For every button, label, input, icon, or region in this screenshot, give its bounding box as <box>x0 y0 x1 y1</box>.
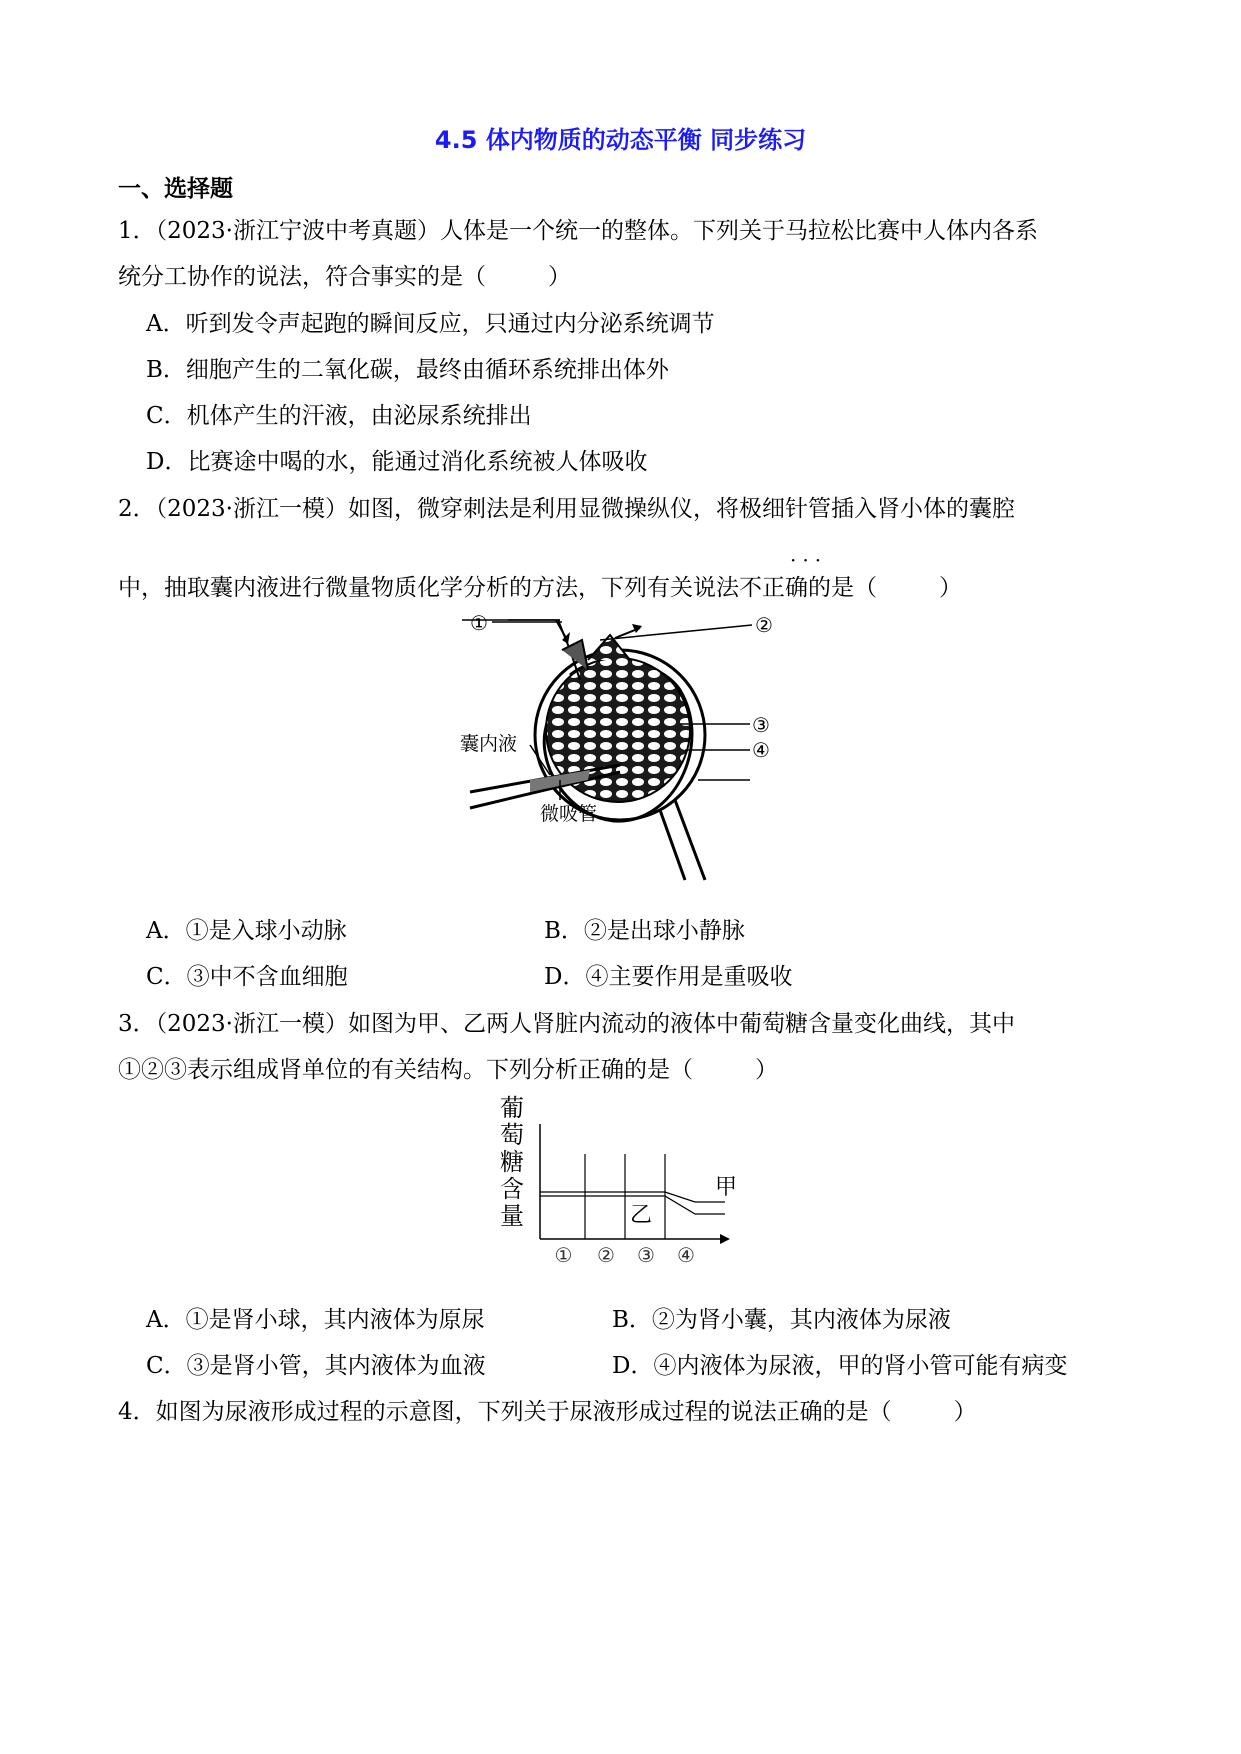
series-label: 甲 <box>715 1175 738 1200</box>
y-label-char: 萄 <box>500 1121 524 1149</box>
q1-line2 <box>118 258 571 291</box>
section-heading: 一、选择题 <box>118 176 233 202</box>
q2-paren-close: ） <box>939 575 962 601</box>
label-capsule-fluid: 囊内液 <box>460 733 518 755</box>
y-label-char: 葡 <box>500 1094 524 1122</box>
q1-line1: 1．（2023·浙江宁波中考真题）人体是一个统一的整体。下列关于马拉松比赛中人体内各系 <box>118 218 1038 244</box>
q1-option-c[interactable]: C．机体产生的汗液，由泌尿系统排出 <box>146 403 532 429</box>
q2-option-a[interactable]: A．①是入球小动脉 <box>146 918 347 944</box>
y-axis-label <box>500 1094 524 1230</box>
label-2: ② <box>755 613 773 637</box>
q3-paren-close: ） <box>755 1057 778 1083</box>
q1-paren-close: ） <box>548 264 571 290</box>
page-title: 4.5 体内物质的动态平衡 同步练习 <box>434 126 807 154</box>
q4-paren-close: ） <box>953 1399 977 1425</box>
q3-option-c[interactable]: C．③是肾小管，其内液体为血液 <box>146 1353 486 1379</box>
q3-option-a[interactable]: A．①是肾小球，其内液体为原尿 <box>146 1307 485 1333</box>
q2-line1: 2．（2023·浙江一模）如图，微穿刺法是利用显微操纵仪，将极细针管插入肾小体的囊腔 <box>118 496 1015 522</box>
y-label-char: 量 <box>500 1202 524 1230</box>
q2-option-b[interactable]: B．②是出球小静脉 <box>544 918 745 944</box>
series-line-jia <box>540 1192 725 1202</box>
category-label: ③ <box>637 1243 655 1267</box>
q4-line1 <box>118 1393 977 1426</box>
q3-line2-text: ①②③表示组成肾单位的有关结构。下列分析正确的是（ <box>118 1057 693 1083</box>
q1-line2-text: 统分工协作的说法，符合事实的是（ <box>118 264 486 290</box>
y-label-char: 含 <box>500 1175 524 1203</box>
category-label: ① <box>554 1243 573 1267</box>
label-3: ③ <box>752 713 770 737</box>
q2-option-d[interactable]: D．④主要作用是重吸收 <box>544 964 793 990</box>
q1-option-b[interactable]: B．细胞产生的二氧化碳，最终由循环系统排出体外 <box>146 357 669 383</box>
q2-option-c[interactable]: C．③中不含血细胞 <box>146 964 348 990</box>
q3-option-d[interactable]: D．④内液体为尿液，甲的肾小管可能有病变 <box>612 1353 1068 1379</box>
q3-option-b[interactable]: B．②为肾小囊，其内液体为尿液 <box>612 1307 951 1333</box>
q2-line2 <box>118 569 962 602</box>
category-label: ② <box>597 1243 615 1267</box>
q3-line1: 3．（2023·浙江一模）如图为甲、乙两人肾脏内流动的液体中葡萄糖含量变化曲线，其中 <box>118 1011 1015 1037</box>
category-label: ④ <box>677 1243 695 1267</box>
q4-line1-text: 4．如图为尿液形成过程的示意图，下列关于尿液形成过程的说法正确的是（ <box>118 1399 892 1425</box>
series-label: 乙 <box>630 1203 653 1228</box>
y-label-char: 糖 <box>500 1148 524 1176</box>
q1-option-d[interactable]: D．比赛途中喝的水，能通过消化系统被人体吸收 <box>146 449 648 475</box>
q3-line2 <box>118 1051 778 1084</box>
q1-option-a[interactable]: A．听到发令声起跑的瞬间反应，只通过内分泌系统调节 <box>146 311 715 337</box>
q2-line2-text: 中，抽取囊内液进行微量物质化学分析的方法，下列有关说法不正确的是（ <box>118 575 877 601</box>
q2-emphasis-dots: ··· <box>790 548 828 572</box>
glucose-chart <box>500 1094 740 1284</box>
label-1: ① <box>470 611 488 635</box>
label-micropipette: 微吸管 <box>540 803 598 825</box>
label-4: ④ <box>752 738 770 762</box>
glomerulus-diagram <box>460 611 773 880</box>
